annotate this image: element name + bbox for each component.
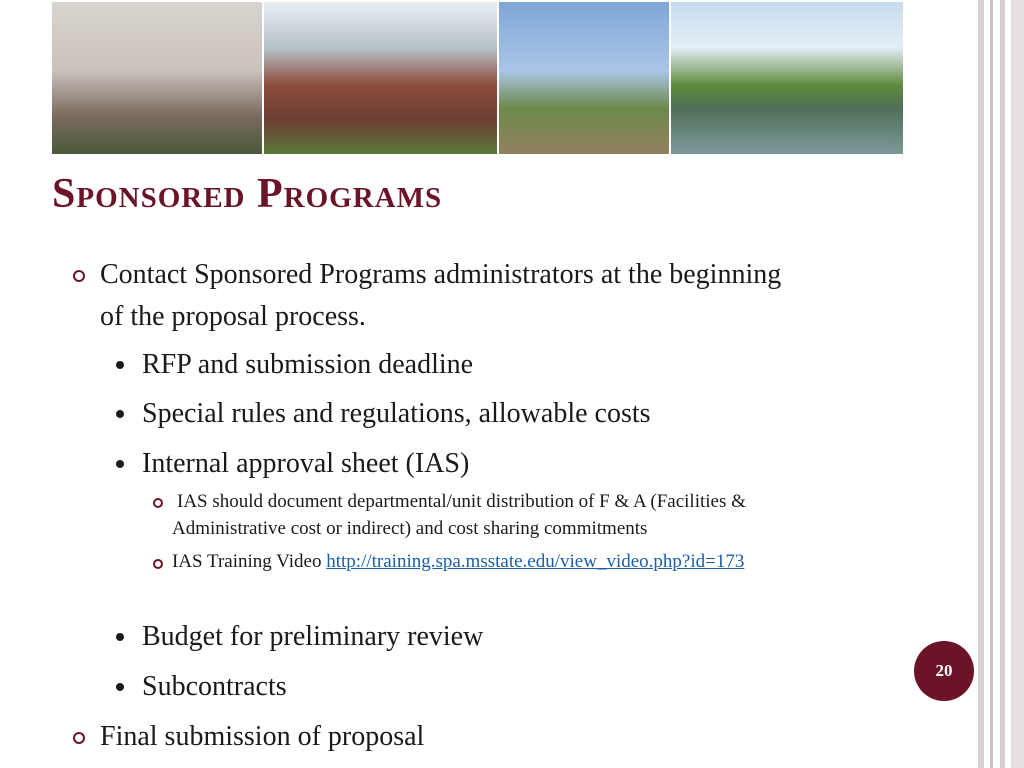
campus-banner-photo — [499, 2, 669, 154]
page-number-badge: 20 — [914, 641, 974, 701]
sub-bullet-budget: Budget for preliminary review — [142, 621, 484, 652]
decorative-stripe — [978, 0, 984, 768]
sub-sub-bullet-training-video — [172, 548, 744, 575]
ring-bullet-icon — [73, 732, 85, 744]
slide-title: Sponsored Programs — [52, 171, 443, 217]
ring-bullet-icon — [153, 498, 163, 508]
bullet-final-submission: Final submission of proposal — [100, 721, 425, 752]
ring-bullet-icon — [73, 270, 85, 282]
decorative-stripe — [1011, 0, 1024, 768]
campus-building-photo — [264, 2, 497, 154]
dot-bullet-icon — [116, 460, 124, 468]
campus-pond-photo — [671, 2, 903, 154]
sub-bullet-special-rules: Special rules and regulations, allowable costs — [142, 398, 651, 429]
training-video-label: IAS Training Video — [172, 551, 327, 572]
dot-bullet-icon — [116, 410, 124, 418]
bullet-contact-continued: of the proposal process. — [100, 301, 366, 332]
dot-bullet-icon — [116, 683, 124, 691]
sub-bullet-rfp: RFP and submission deadline — [142, 349, 474, 380]
sub-sub-bullet-ias-document: IAS should document departmental/unit distribution of F & A (Facilities & — [177, 491, 746, 512]
decorative-stripe — [1000, 0, 1005, 768]
bullet-contact: Contact Sponsored Programs administrators at the beginning — [100, 259, 782, 290]
sub-sub-bullet-ias-document-continued: Administrative cost or indirect) and cost sharing commitments — [172, 518, 648, 539]
ring-bullet-icon — [153, 559, 163, 569]
dot-bullet-icon — [116, 633, 124, 641]
dot-bullet-icon — [116, 361, 124, 369]
sub-bullet-ias: Internal approval sheet (IAS) — [142, 448, 470, 479]
training-video-link[interactable]: http://training.spa.msstate.edu/view_video.php?id=173 — [326, 551, 745, 572]
sub-bullet-subcontracts: Subcontracts — [142, 671, 287, 702]
campus-blossom-photo — [52, 2, 262, 154]
decorative-stripe — [990, 0, 993, 768]
